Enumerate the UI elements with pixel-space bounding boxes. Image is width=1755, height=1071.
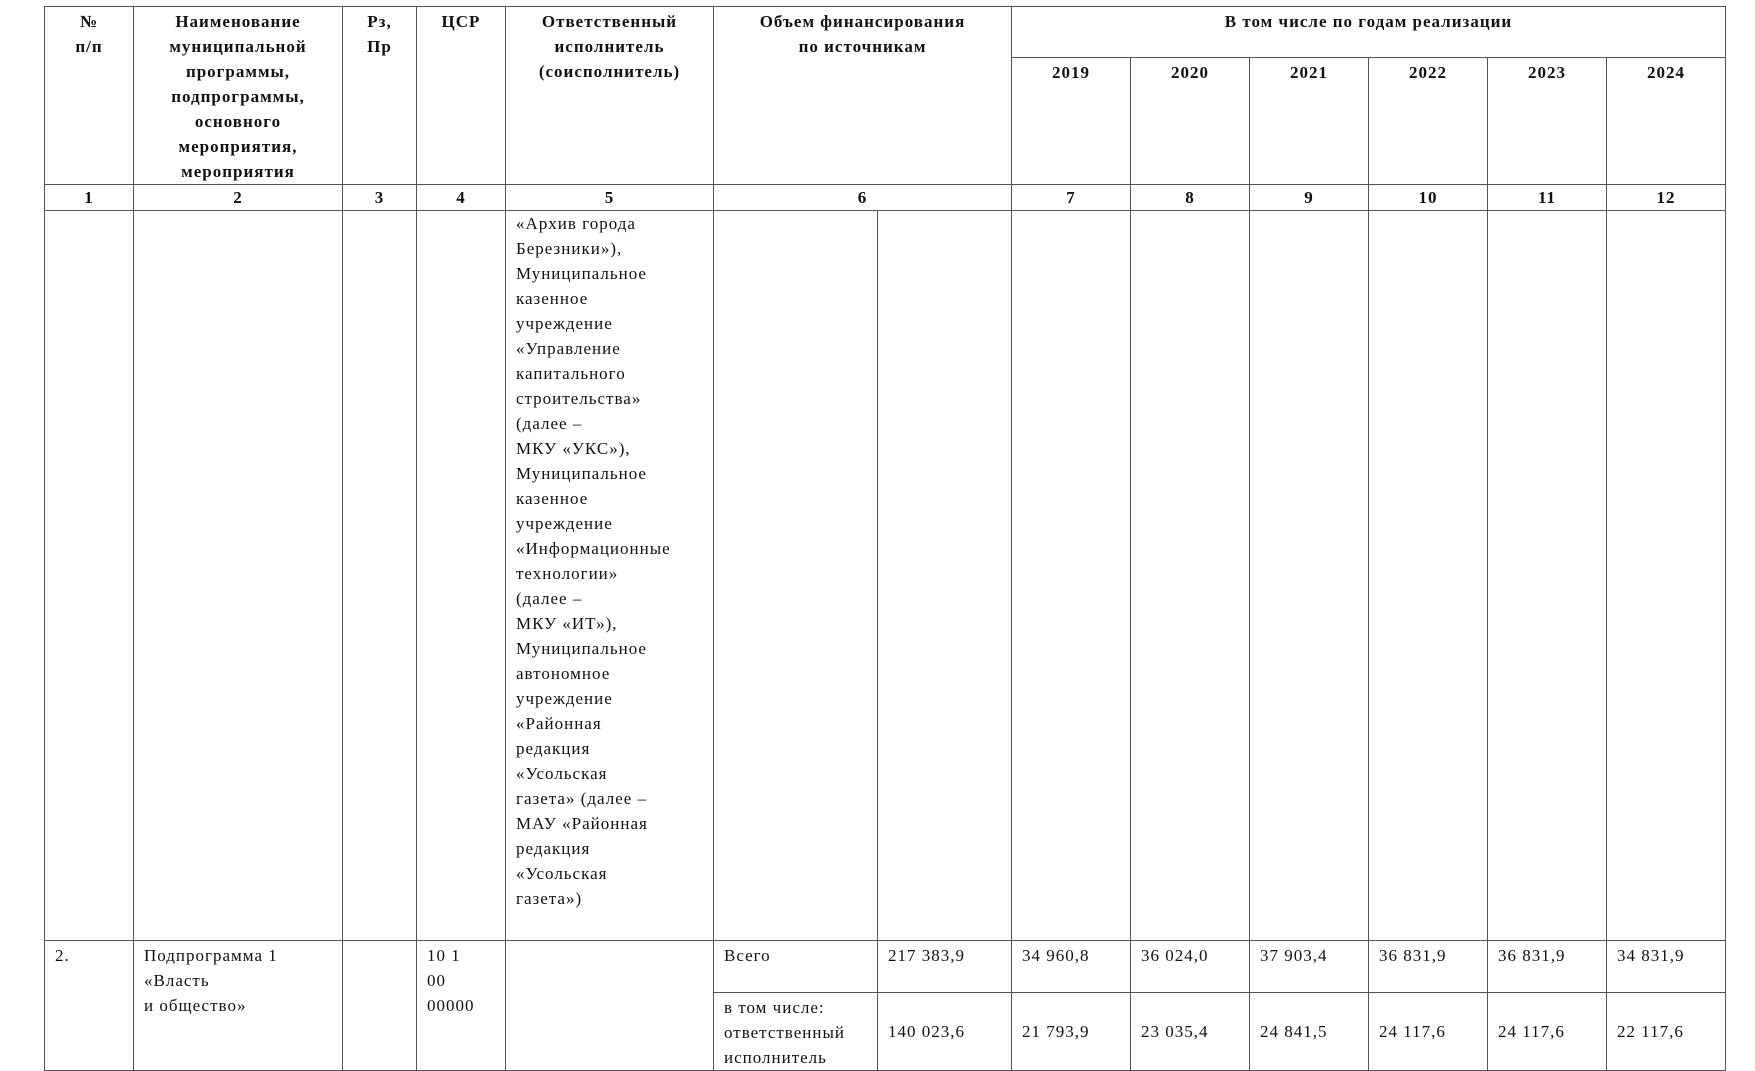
- header-year: 2020: [1131, 57, 1250, 184]
- cell-empty: [134, 211, 343, 941]
- header-year: 2019: [1012, 57, 1131, 184]
- header-year: 2022: [1369, 57, 1488, 184]
- year-value: 24 841,5: [1250, 993, 1369, 1071]
- column-number: 10: [1369, 185, 1488, 211]
- header-executor-label: Ответственный исполнитель (соисполнитель): [538, 12, 681, 81]
- total-value: 140 023,6: [878, 993, 1012, 1071]
- year-value: 36 831,9: [1369, 941, 1488, 993]
- year-value: 23 035,4: [1131, 993, 1250, 1071]
- header-name: [134, 7, 343, 185]
- year-value: 21 793,9: [1012, 993, 1131, 1071]
- cell-empty: [1012, 211, 1131, 941]
- source-label: в том числе: ответственный исполнитель: [714, 993, 878, 1071]
- header-csr: [417, 7, 506, 185]
- column-number: 7: [1012, 185, 1131, 211]
- cell-empty: [343, 211, 417, 941]
- column-number: 2: [134, 185, 343, 211]
- column-number: 12: [1607, 185, 1726, 211]
- continuation-row: [45, 211, 1726, 941]
- column-number: 9: [1250, 185, 1369, 211]
- subprogram-number: 2.: [45, 941, 134, 1071]
- table-row: [45, 941, 1726, 993]
- header-year: 2023: [1488, 57, 1607, 184]
- budget-table: [44, 6, 1726, 1071]
- column-number: 6: [714, 185, 1012, 211]
- header-financing: [714, 7, 1012, 185]
- header-executor: [506, 7, 714, 185]
- subprogram-name: Подпрограмма 1 «Власть и общество»: [134, 941, 343, 1071]
- year-value: 24 117,6: [1488, 993, 1607, 1071]
- year-value: 36 831,9: [1488, 941, 1607, 993]
- cell-empty: [1607, 211, 1726, 941]
- header-csr-label: ЦСР: [441, 12, 481, 31]
- subprogram-executor: [506, 941, 714, 1071]
- cell-empty: [1131, 211, 1250, 941]
- cell-empty: [1250, 211, 1369, 941]
- cell-empty: [878, 211, 1012, 941]
- column-number: 3: [343, 185, 417, 211]
- column-number: 11: [1488, 185, 1607, 211]
- column-number: 1: [45, 185, 134, 211]
- year-value: 37 903,4: [1250, 941, 1369, 993]
- header-number: [45, 7, 134, 185]
- column-number: 5: [506, 185, 714, 211]
- cell-empty: [417, 211, 506, 941]
- subprogram-csr: 10 1 00 00000: [417, 941, 506, 1071]
- column-number: 8: [1131, 185, 1250, 211]
- year-value: 34 831,9: [1607, 941, 1726, 993]
- year-value: 24 117,6: [1369, 993, 1488, 1071]
- header-financing-label: Объем финансирования по источникам: [759, 12, 966, 56]
- year-value: 34 960,8: [1012, 941, 1131, 993]
- cell-empty: [1488, 211, 1607, 941]
- subprogram-rz: [343, 941, 417, 1071]
- year-value: 22 117,6: [1607, 993, 1726, 1071]
- total-value: 217 383,9: [878, 941, 1012, 993]
- header-number-label: № п/п: [75, 12, 103, 56]
- cell-empty: [45, 211, 134, 941]
- header-years: [1012, 7, 1726, 58]
- cell-empty: [1369, 211, 1488, 941]
- column-number: 4: [417, 185, 506, 211]
- header-year: 2024: [1607, 57, 1726, 184]
- cell-empty: [714, 211, 878, 941]
- header-name-label: Наименование муниципальной программы, подпрограммы, основного мероприятия, мероприятия: [169, 12, 307, 181]
- header-rz-label: Рз, Пр: [367, 12, 392, 56]
- header-years-label: В том числе по годам реализации: [1224, 12, 1513, 31]
- header-rz: [343, 7, 417, 185]
- header-year: 2021: [1250, 57, 1369, 184]
- source-label: Всего: [714, 941, 878, 993]
- year-value: 36 024,0: [1131, 941, 1250, 993]
- executor-continuation: «Архив города Березники»), Муниципальное казенное учреждение «Управление капитального строительства» (далее – МКУ «УКС»), Муниципальное казенное учреждение «Информационные технологии» (далее – МКУ «ИТ»), Муниципальное автономное учреждение «Районная редакция «Усольская газета» (далее – МАУ «Районная редакция «Усольская газета»): [506, 211, 714, 941]
